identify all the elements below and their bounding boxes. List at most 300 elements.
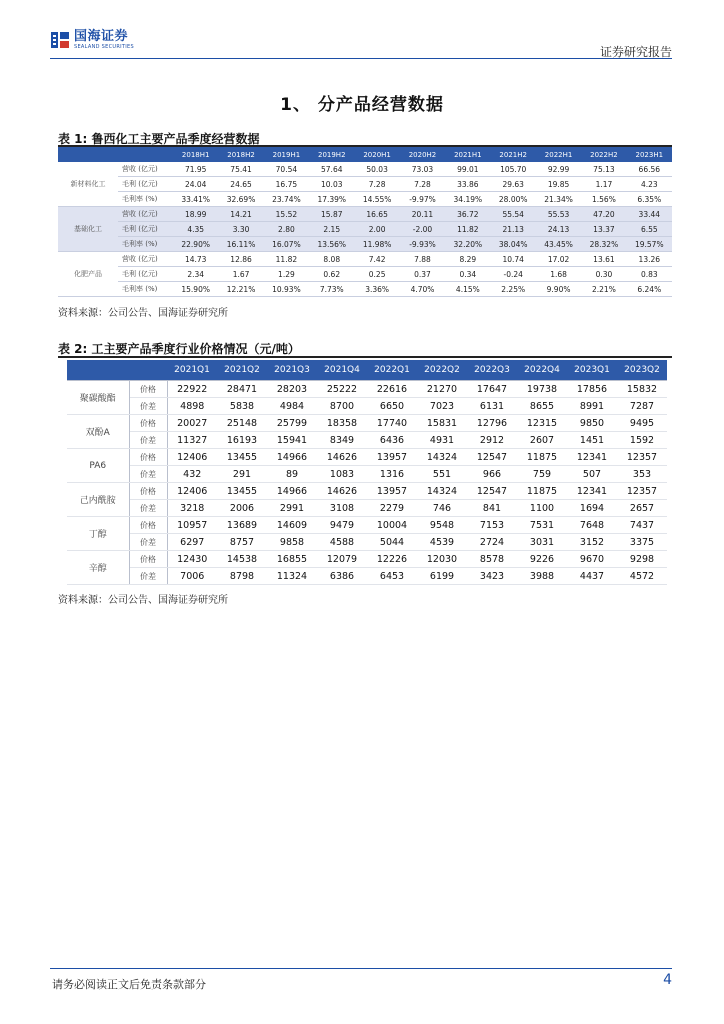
table2-source: 资料来源：公司公告、国海证券研究所 bbox=[58, 595, 228, 606]
table-cell: 3108 bbox=[317, 500, 367, 517]
table-cell: 12226 bbox=[367, 551, 417, 568]
table-cell: 9495 bbox=[617, 415, 667, 432]
page-number: 4 bbox=[663, 972, 672, 988]
table-cell: 7023 bbox=[417, 398, 467, 415]
column-header: 2019H1 bbox=[264, 147, 309, 162]
header-divider bbox=[50, 58, 672, 59]
table-cell: 19738 bbox=[517, 381, 567, 398]
page-header bbox=[0, 0, 724, 62]
table-cell: 13455 bbox=[217, 449, 267, 466]
table-cell: 24.13 bbox=[536, 222, 581, 237]
table-cell: 23.74% bbox=[264, 192, 309, 207]
table-cell: 3218 bbox=[167, 500, 217, 517]
table-cell: 11.82 bbox=[445, 222, 490, 237]
table-cell: 4.70% bbox=[400, 282, 445, 297]
column-header: 2018H2 bbox=[218, 147, 263, 162]
table-cell: 12341 bbox=[567, 449, 617, 466]
table-cell: 1.29 bbox=[264, 267, 309, 282]
table-cell: 14324 bbox=[417, 449, 467, 466]
table-cell: 4572 bbox=[617, 568, 667, 585]
table-cell: 4.15% bbox=[445, 282, 490, 297]
column-header: 2022H1 bbox=[536, 147, 581, 162]
table-cell: 73.03 bbox=[400, 162, 445, 177]
table-cell: 1451 bbox=[567, 432, 617, 449]
table-cell: 13.37 bbox=[581, 222, 626, 237]
table-cell: 25799 bbox=[267, 415, 317, 432]
column-header: 2022Q2 bbox=[417, 360, 467, 381]
row-metric-label: 价格 bbox=[129, 483, 167, 500]
table-cell: 8991 bbox=[567, 398, 617, 415]
table-cell: 50.03 bbox=[354, 162, 399, 177]
table-cell: 14609 bbox=[267, 517, 317, 534]
row-group-label: PA6 bbox=[67, 449, 129, 483]
table-row bbox=[67, 432, 667, 449]
table-row bbox=[67, 517, 667, 534]
table-cell: 9858 bbox=[267, 534, 317, 551]
table-cell: 8578 bbox=[467, 551, 517, 568]
table-cell: 6297 bbox=[167, 534, 217, 551]
table-cell: 6.35% bbox=[627, 192, 672, 207]
row-metric-label: 毛利率 (%) bbox=[118, 192, 173, 207]
column-header: 2019H2 bbox=[309, 147, 354, 162]
row-metric-label: 毛利 (亿元) bbox=[118, 222, 173, 237]
table-cell: 32.69% bbox=[218, 192, 263, 207]
row-metric-label: 价格 bbox=[129, 551, 167, 568]
table-cell: 6650 bbox=[367, 398, 417, 415]
table-row bbox=[67, 551, 667, 568]
row-metric-label: 营收 (亿元) bbox=[118, 162, 173, 177]
column-header bbox=[58, 147, 118, 162]
table-cell: 105.70 bbox=[491, 162, 536, 177]
table-cell: 25148 bbox=[217, 415, 267, 432]
row-metric-label: 价差 bbox=[129, 534, 167, 551]
table-cell: 3.36% bbox=[354, 282, 399, 297]
table-cell: 13455 bbox=[217, 483, 267, 500]
table-cell: 8.08 bbox=[309, 252, 354, 267]
table-cell: 9298 bbox=[617, 551, 667, 568]
table-cell: 9479 bbox=[317, 517, 367, 534]
table-cell: 966 bbox=[467, 466, 517, 483]
table-cell: 6386 bbox=[317, 568, 367, 585]
table-cell: 3.30 bbox=[218, 222, 263, 237]
table-cell: 7006 bbox=[167, 568, 217, 585]
table-row bbox=[67, 500, 667, 517]
table-cell: 14538 bbox=[217, 551, 267, 568]
table-cell: 12547 bbox=[467, 483, 517, 500]
table-row bbox=[58, 207, 672, 222]
table-cell: 2.21% bbox=[581, 282, 626, 297]
row-group-label: 双酚A bbox=[67, 415, 129, 449]
table-cell: 17.02 bbox=[536, 252, 581, 267]
table-cell: 20027 bbox=[167, 415, 217, 432]
table-cell: 22.90% bbox=[173, 237, 218, 252]
table-cell: 2991 bbox=[267, 500, 317, 517]
table-cell: -0.24 bbox=[491, 267, 536, 282]
table-row bbox=[58, 222, 672, 237]
table-cell: 14626 bbox=[317, 483, 367, 500]
table-cell: 9226 bbox=[517, 551, 567, 568]
row-metric-label: 营收 (亿元) bbox=[118, 207, 173, 222]
column-header: 2021Q2 bbox=[217, 360, 267, 381]
table-cell: 1100 bbox=[517, 500, 567, 517]
table-cell: 291 bbox=[217, 466, 267, 483]
row-group-label: 新材料化工 bbox=[58, 162, 118, 207]
table-row bbox=[58, 237, 672, 252]
row-metric-label: 价差 bbox=[129, 398, 167, 415]
table-cell: 14.55% bbox=[354, 192, 399, 207]
table-cell: 14966 bbox=[267, 483, 317, 500]
sealand-logo-icon bbox=[50, 30, 70, 50]
table-cell: 33.86 bbox=[445, 177, 490, 192]
table-cell: 16.07% bbox=[264, 237, 309, 252]
table-cell: 2607 bbox=[517, 432, 567, 449]
table-cell: -9.97% bbox=[400, 192, 445, 207]
column-header: 2023Q1 bbox=[567, 360, 617, 381]
table-cell: 28.00% bbox=[491, 192, 536, 207]
table-cell: 36.72 bbox=[445, 207, 490, 222]
table-cell: 22922 bbox=[167, 381, 217, 398]
column-header: 2022H2 bbox=[581, 147, 626, 162]
table-cell: 34.19% bbox=[445, 192, 490, 207]
table-cell: 17647 bbox=[467, 381, 517, 398]
table-cell: 17740 bbox=[367, 415, 417, 432]
table-cell: 8757 bbox=[217, 534, 267, 551]
row-group-label: 基础化工 bbox=[58, 207, 118, 252]
table-cell: 3152 bbox=[567, 534, 617, 551]
table-row bbox=[67, 568, 667, 585]
table-cell: 32.20% bbox=[445, 237, 490, 252]
row-metric-label: 价格 bbox=[129, 449, 167, 466]
table-row bbox=[67, 534, 667, 551]
table-cell: 15832 bbox=[617, 381, 667, 398]
table-cell: 4.23 bbox=[627, 177, 672, 192]
table-cell: 15.87 bbox=[309, 207, 354, 222]
table-cell: 43.45% bbox=[536, 237, 581, 252]
table-cell: 24.04 bbox=[173, 177, 218, 192]
table-cell: 7648 bbox=[567, 517, 617, 534]
table-cell: 99.01 bbox=[445, 162, 490, 177]
table-cell: 1.17 bbox=[581, 177, 626, 192]
table-cell: 24.65 bbox=[218, 177, 263, 192]
table2-caption-rule bbox=[58, 356, 672, 358]
table-cell: 2006 bbox=[217, 500, 267, 517]
table-cell: 0.30 bbox=[581, 267, 626, 282]
table-cell: 15941 bbox=[267, 432, 317, 449]
column-header bbox=[129, 360, 167, 381]
table-cell: 4898 bbox=[167, 398, 217, 415]
table-cell: 13.56% bbox=[309, 237, 354, 252]
table-cell: 92.99 bbox=[536, 162, 581, 177]
table-cell: 2.25% bbox=[491, 282, 536, 297]
table-cell: 2.80 bbox=[264, 222, 309, 237]
table-cell: 841 bbox=[467, 500, 517, 517]
column-header bbox=[67, 360, 129, 381]
row-metric-label: 毛利率 (%) bbox=[118, 282, 173, 297]
table-row bbox=[58, 267, 672, 282]
table-cell: 551 bbox=[417, 466, 467, 483]
column-header: 2021Q3 bbox=[267, 360, 317, 381]
table-cell: 0.34 bbox=[445, 267, 490, 282]
report-type-label: 证券研究报告 bbox=[599, 45, 672, 59]
row-metric-label: 营收 (亿元) bbox=[118, 252, 173, 267]
table-cell: 5838 bbox=[217, 398, 267, 415]
table-cell: -2.00 bbox=[400, 222, 445, 237]
table-cell: 6.55 bbox=[627, 222, 672, 237]
table-cell: 1.56% bbox=[581, 192, 626, 207]
table-cell: 12079 bbox=[317, 551, 367, 568]
table-cell: 28203 bbox=[267, 381, 317, 398]
table-row bbox=[58, 252, 672, 267]
logo-chinese-name: 国海证券 bbox=[74, 29, 129, 44]
table-cell: 7.73% bbox=[309, 282, 354, 297]
table-cell: 16193 bbox=[217, 432, 267, 449]
table-cell: 746 bbox=[417, 500, 467, 517]
column-header: 2021Q1 bbox=[167, 360, 217, 381]
table-cell: 353 bbox=[617, 466, 667, 483]
table-row bbox=[67, 398, 667, 415]
product-operating-table bbox=[58, 147, 672, 297]
table-row bbox=[67, 415, 667, 432]
row-group-label: 聚碳酸酯 bbox=[67, 381, 129, 415]
table-row bbox=[58, 177, 672, 192]
table-cell: 432 bbox=[167, 466, 217, 483]
column-header: 2022Q3 bbox=[467, 360, 517, 381]
table-cell: 25222 bbox=[317, 381, 367, 398]
table-cell: 11875 bbox=[517, 449, 567, 466]
table-cell: 13957 bbox=[367, 483, 417, 500]
table-cell: 9850 bbox=[567, 415, 617, 432]
table-cell: 16855 bbox=[267, 551, 317, 568]
table-cell: 16.65 bbox=[354, 207, 399, 222]
table-cell: 0.83 bbox=[627, 267, 672, 282]
table-cell: 8655 bbox=[517, 398, 567, 415]
table-cell: 2.15 bbox=[309, 222, 354, 237]
table-cell: 10004 bbox=[367, 517, 417, 534]
row-metric-label: 价差 bbox=[129, 500, 167, 517]
table-cell: 2.34 bbox=[173, 267, 218, 282]
table-cell: 18.99 bbox=[173, 207, 218, 222]
price-table bbox=[67, 360, 667, 585]
table-cell: 33.41% bbox=[173, 192, 218, 207]
table-cell: 19.57% bbox=[627, 237, 672, 252]
table-cell: 14626 bbox=[317, 449, 367, 466]
table-cell: 7437 bbox=[617, 517, 667, 534]
table-cell: 57.64 bbox=[309, 162, 354, 177]
company-logo bbox=[50, 30, 134, 50]
table-cell: 10.74 bbox=[491, 252, 536, 267]
table-cell: 7287 bbox=[617, 398, 667, 415]
table-cell: 4.35 bbox=[173, 222, 218, 237]
table-cell: 8.29 bbox=[445, 252, 490, 267]
column-header: 2021H2 bbox=[491, 147, 536, 162]
table-cell: 2.00 bbox=[354, 222, 399, 237]
section-title: 1、 分产品经营数据 bbox=[280, 95, 444, 115]
table-cell: 14966 bbox=[267, 449, 317, 466]
table-cell: 28471 bbox=[217, 381, 267, 398]
column-header: 2022Q4 bbox=[517, 360, 567, 381]
table-cell: 6453 bbox=[367, 568, 417, 585]
table-cell: 12.86 bbox=[218, 252, 263, 267]
table-cell: 29.63 bbox=[491, 177, 536, 192]
table-cell: 2724 bbox=[467, 534, 517, 551]
table-cell: 2657 bbox=[617, 500, 667, 517]
row-metric-label: 价格 bbox=[129, 381, 167, 398]
column-header: 2022Q1 bbox=[367, 360, 417, 381]
table-cell: 3031 bbox=[517, 534, 567, 551]
row-group-label: 己内酰胺 bbox=[67, 483, 129, 517]
table-cell: 507 bbox=[567, 466, 617, 483]
table-cell: 12.21% bbox=[218, 282, 263, 297]
row-metric-label: 价差 bbox=[129, 466, 167, 483]
table-cell: 14.21 bbox=[218, 207, 263, 222]
table-cell: 75.41 bbox=[218, 162, 263, 177]
table-cell: 33.44 bbox=[627, 207, 672, 222]
table-cell: 3423 bbox=[467, 568, 517, 585]
table-cell: 11.98% bbox=[354, 237, 399, 252]
table-cell: 7.28 bbox=[400, 177, 445, 192]
table-cell: 13.26 bbox=[627, 252, 672, 267]
row-group-label: 化肥产品 bbox=[58, 252, 118, 297]
table-cell: 8349 bbox=[317, 432, 367, 449]
table-cell: 1316 bbox=[367, 466, 417, 483]
row-group-label: 丁醇 bbox=[67, 517, 129, 551]
table-cell: 13.61 bbox=[581, 252, 626, 267]
row-metric-label: 价格 bbox=[129, 517, 167, 534]
column-header bbox=[118, 147, 173, 162]
table-cell: 16.75 bbox=[264, 177, 309, 192]
table-cell: 4984 bbox=[267, 398, 317, 415]
table-cell: 4437 bbox=[567, 568, 617, 585]
table-cell: 9670 bbox=[567, 551, 617, 568]
table-cell: 9548 bbox=[417, 517, 467, 534]
table-cell: 3375 bbox=[617, 534, 667, 551]
table-cell: 0.62 bbox=[309, 267, 354, 282]
table-cell: 12406 bbox=[167, 449, 217, 466]
table-cell: 71.95 bbox=[173, 162, 218, 177]
table-cell: 6199 bbox=[417, 568, 467, 585]
column-header: 2023Q2 bbox=[617, 360, 667, 381]
table-cell: 12547 bbox=[467, 449, 517, 466]
row-metric-label: 价格 bbox=[129, 415, 167, 432]
table-cell: 15831 bbox=[417, 415, 467, 432]
table-cell: 12315 bbox=[517, 415, 567, 432]
table-cell: 0.37 bbox=[400, 267, 445, 282]
table-cell: 4588 bbox=[317, 534, 367, 551]
table-cell: 14324 bbox=[417, 483, 467, 500]
table-row bbox=[58, 282, 672, 297]
table-cell: 3988 bbox=[517, 568, 567, 585]
table-cell: 70.54 bbox=[264, 162, 309, 177]
table1-source: 资料来源：公司公告、国海证券研究所 bbox=[58, 308, 228, 319]
table-cell: 22616 bbox=[367, 381, 417, 398]
table-row bbox=[58, 192, 672, 207]
table-cell: 66.56 bbox=[627, 162, 672, 177]
table-cell: 10.93% bbox=[264, 282, 309, 297]
table-cell: 28.32% bbox=[581, 237, 626, 252]
table-cell: 4539 bbox=[417, 534, 467, 551]
table-cell: 6436 bbox=[367, 432, 417, 449]
table-cell: 20.11 bbox=[400, 207, 445, 222]
column-header: 2023H1 bbox=[627, 147, 672, 162]
table-cell: 6131 bbox=[467, 398, 517, 415]
table-cell: 13957 bbox=[367, 449, 417, 466]
table-row bbox=[67, 381, 667, 398]
table-cell: 8798 bbox=[217, 568, 267, 585]
table-cell: 18358 bbox=[317, 415, 367, 432]
footer-divider bbox=[50, 968, 672, 969]
table-cell: 16.11% bbox=[218, 237, 263, 252]
table-row bbox=[67, 483, 667, 500]
table-cell: -9.93% bbox=[400, 237, 445, 252]
table-row bbox=[67, 466, 667, 483]
row-metric-label: 价差 bbox=[129, 432, 167, 449]
table-cell: 12357 bbox=[617, 483, 667, 500]
column-header: 2020H1 bbox=[354, 147, 399, 162]
table-cell: 759 bbox=[517, 466, 567, 483]
table-cell: 10.03 bbox=[309, 177, 354, 192]
table-cell: 12341 bbox=[567, 483, 617, 500]
table-row bbox=[67, 449, 667, 466]
table-cell: 13689 bbox=[217, 517, 267, 534]
row-group-label: 辛醇 bbox=[67, 551, 129, 585]
table-cell: 21.13 bbox=[491, 222, 536, 237]
table-cell: 47.20 bbox=[581, 207, 626, 222]
row-metric-label: 毛利 (亿元) bbox=[118, 177, 173, 192]
column-header: 2021H1 bbox=[445, 147, 490, 162]
table-cell: 0.25 bbox=[354, 267, 399, 282]
row-metric-label: 价差 bbox=[129, 568, 167, 585]
table-cell: 89 bbox=[267, 466, 317, 483]
table-cell: 19.85 bbox=[536, 177, 581, 192]
table-cell: 7153 bbox=[467, 517, 517, 534]
column-header: 2021Q4 bbox=[317, 360, 367, 381]
table-cell: 7531 bbox=[517, 517, 567, 534]
table-cell: 12406 bbox=[167, 483, 217, 500]
table-cell: 7.42 bbox=[354, 252, 399, 267]
column-header: 2020H2 bbox=[400, 147, 445, 162]
table-cell: 38.04% bbox=[491, 237, 536, 252]
table-cell: 1694 bbox=[567, 500, 617, 517]
table1-caption: 表 1: 鲁西化工主要产品季度经营数据 bbox=[58, 132, 260, 146]
table-cell: 15.52 bbox=[264, 207, 309, 222]
table-cell: 1.67 bbox=[218, 267, 263, 282]
table-cell: 21.34% bbox=[536, 192, 581, 207]
row-metric-label: 毛利率 (%) bbox=[118, 237, 173, 252]
table-cell: 11.82 bbox=[264, 252, 309, 267]
table-cell: 4931 bbox=[417, 432, 467, 449]
logo-english-name: SEALAND SECURITIES bbox=[74, 44, 134, 50]
table-cell: 17.39% bbox=[309, 192, 354, 207]
table-cell: 55.53 bbox=[536, 207, 581, 222]
table-cell: 1592 bbox=[617, 432, 667, 449]
disclaimer-note: 请务必阅读正文后免责条款部分 bbox=[52, 978, 206, 991]
table-cell: 12430 bbox=[167, 551, 217, 568]
table-cell: 11324 bbox=[267, 568, 317, 585]
table-cell: 14.73 bbox=[173, 252, 218, 267]
table-cell: 8700 bbox=[317, 398, 367, 415]
table-cell: 12030 bbox=[417, 551, 467, 568]
table-cell: 2279 bbox=[367, 500, 417, 517]
table2-caption: 表 2: 工主要产品季度行业价格情况（元/吨） bbox=[58, 342, 300, 356]
table-cell: 12357 bbox=[617, 449, 667, 466]
table-cell: 21270 bbox=[417, 381, 467, 398]
table-cell: 11875 bbox=[517, 483, 567, 500]
table-row bbox=[58, 162, 672, 177]
table-cell: 9.90% bbox=[536, 282, 581, 297]
table-cell: 15.90% bbox=[173, 282, 218, 297]
table-cell: 7.28 bbox=[354, 177, 399, 192]
table-cell: 12796 bbox=[467, 415, 517, 432]
